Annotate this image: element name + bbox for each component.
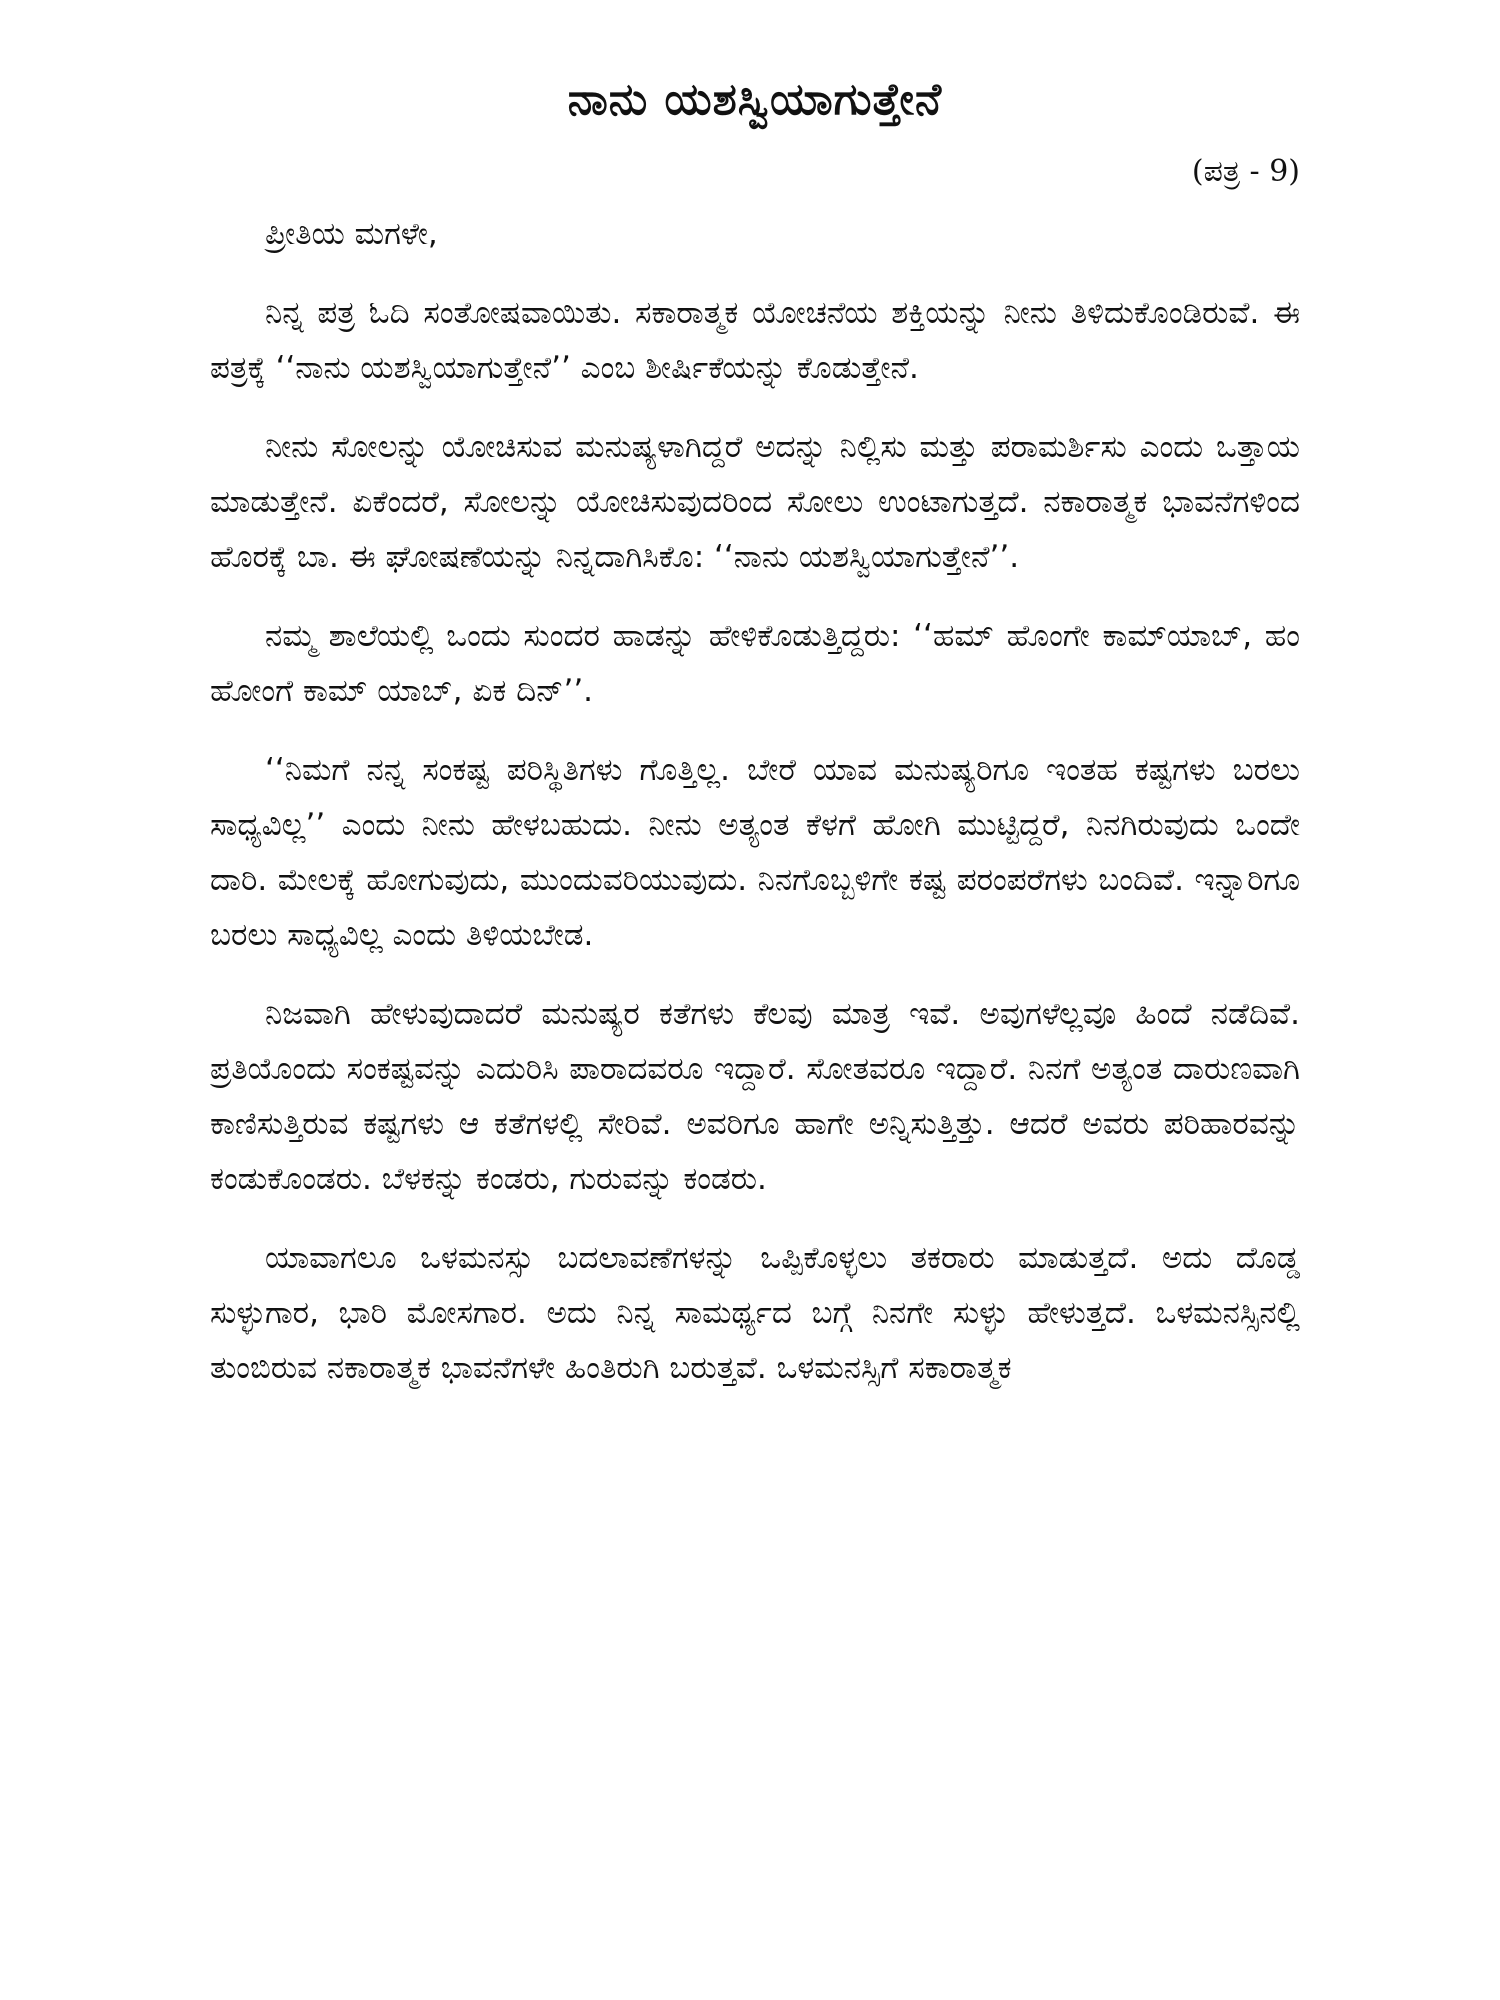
- paragraph-5: ನಿಜವಾಗಿ ಹೇಳುವುದಾದರೆ ಮನುಷ್ಯರ ಕತೆಗಳು ಕೆಲವು ಮಾತ್ರ ಇವೆ. ಅವುಗಳೆಲ್ಲವೂ ಹಿಂದೆ ನಡೆದಿವೆ. ಪ್ರತಿಯೊಂದು ಸಂಕಷ್ಟವನ್ನು ಎದುರಿಸಿ ಪಾರಾದವರೂ ಇದ್ದಾರೆ. ಸೋತವರೂ ಇದ್ದಾರೆ. ನಿನಗೆ ಅತ್ಯಂತ ದಾರುಣವಾಗಿ ಕಾಣಿಸುತ್ತಿರುವ ಕಷ್ಟಗಳು ಆ ಕತೆಗಳಲ್ಲಿ ಸೇರಿವೆ. ಅವರಿಗೂ ಹಾಗೇ ಅನ್ನಿಸುತ್ತಿತ್ತು. ಆದರೆ ಅವರು ಪರಿಹಾರವನ್ನು ಕಂಡುಕೊಂಡರು. ಬೆಳಕನ್ನು ಕಂಡರು, ಗುರುವನ್ನು ಕಂಡರು.: [210, 996, 1300, 1197]
- paragraph-1: ನಿನ್ನ ಪತ್ರ ಓದಿ ಸಂತೋಷವಾಯಿತು. ಸಕಾರಾತ್ಮಕ ಯೋಚನೆಯ ಶಕ್ತಿಯನ್ನು ನೀನು ತಿಳಿದುಕೊಂಡಿರುವೆ. ಈ ಪತ್ರಕ್ಕೆ ‘‘ನಾನು ಯಶಸ್ವಿಯಾಗುತ್ತೇನೆ’’ ಎಂಬ ಶೀರ್ಷಿಕೆಯನ್ನು ಕೊಡುತ್ತೇನೆ.: [210, 295, 1300, 386]
- page-title: ನಾನು ಯಶಸ್ವಿಯಾಗುತ್ತೇನೆ: [567, 74, 943, 125]
- letter-page: [210, 70, 1300, 1420]
- paragraph-6: ಯಾವಾಗಲೂ ಒಳಮನಸ್ಸು ಬದಲಾವಣೆಗಳನ್ನು ಒಪ್ಪಿಕೊಳ್ಳಲು ತಕರಾರು ಮಾಡುತ್ತದೆ. ಅದು ದೊಡ್ಡ ಸುಳ್ಳುಗಾರ, ಭಾರಿ ಮೋಸಗಾರ. ಅದು ನಿನ್ನ ಸಾಮರ್ಥ್ಯದ ಬಗ್ಗೆ ನಿನಗೇ ಸುಳ್ಳು ಹೇಳುತ್ತದೆ. ಒಳಮನಸ್ಸಿನಲ್ಲಿ ತುಂಬಿರುವ ನಕಾರಾತ್ಮಕ ಭಾವನೆಗಳೇ ಹಿಂತಿರುಗಿ ಬರುತ್ತವೆ. ಒಳಮನಸ್ಸಿಗೆ ಸಕಾರಾತ್ಮಕ: [210, 1240, 1300, 1386]
- paragraph-3: ನಮ್ಮ ಶಾಲೆಯಲ್ಲಿ ಒಂದು ಸುಂದರ ಹಾಡನ್ನು ಹೇಳಿಕೊಡುತ್ತಿದ್ದರು: ‘‘ಹಮ್ ಹೊಂಗೇ ಕಾಮ್‌ಯಾಬ್, ಹಂ ಹೋಂಗೆ ಕಾಮ್ ಯಾಬ್, ಏಕ ದಿನ್’’.: [210, 618, 1300, 709]
- letter-number: (ಪತ್ರ - 9): [1191, 154, 1300, 189]
- salutation: ಪ್ರೀತಿಯ ಮಗಳೇ,: [265, 216, 438, 252]
- paragraph-4: ‘‘ನಿಮಗೆ ನನ್ನ ಸಂಕಷ್ಟ ಪರಿಸ್ಥಿತಿಗಳು ಗೊತ್ತಿಲ್ಲ. ಬೇರೆ ಯಾವ ಮನುಷ್ಯರಿಗೂ ಇಂತಹ ಕಷ್ಟಗಳು ಬರಲು ಸಾಧ್ಯವಿಲ್ಲ’’ ಎಂದು ನೀನು ಹೇಳಬಹುದು. ನೀನು ಅತ್ಯಂತ ಕೆಳಗೆ ಹೋಗಿ ಮುಟ್ಟಿದ್ದರೆ, ನಿನಗಿರುವುದು ಒಂದೇ ದಾರಿ. ಮೇಲಕ್ಕೆ ಹೋಗುವುದು, ಮುಂದುವರಿಯುವುದು. ನಿನಗೊಬ್ಬಳಿಗೇ ಕಷ್ಟ ಪರಂಪರೆಗಳು ಬಂದಿವೆ. ಇನ್ನಾರಿಗೂ ಬರಲು ಸಾಧ್ಯವಿಲ್ಲ ಎಂದು ತಿಳಿಯಬೇಡ.: [210, 752, 1300, 953]
- paragraph-2: ನೀನು ಸೋಲನ್ನು ಯೋಚಿಸುವ ಮನುಷ್ಯಳಾಗಿದ್ದರೆ ಅದನ್ನು ನಿಲ್ಲಿಸು ಮತ್ತು ಪರಾಮರ್ಶಿಸು ಎಂದು ಒತ್ತಾಯ ಮಾಡುತ್ತೇನೆ. ಏಕೆಂದರೆ, ಸೋಲನ್ನು ಯೋಚಿಸುವುದರಿಂದ ಸೋಲು ಉಂಟಾಗುತ್ತದೆ. ನಕಾರಾತ್ಮಕ ಭಾವನೆಗಳಿಂದ ಹೊರಕ್ಕೆ ಬಾ. ಈ ಘೋಷಣೆಯನ್ನು ನಿನ್ನದಾಗಿಸಿಕೊ: ‘‘ನಾನು ಯಶಸ್ವಿಯಾಗುತ್ತೇನೆ’’.: [210, 429, 1300, 575]
